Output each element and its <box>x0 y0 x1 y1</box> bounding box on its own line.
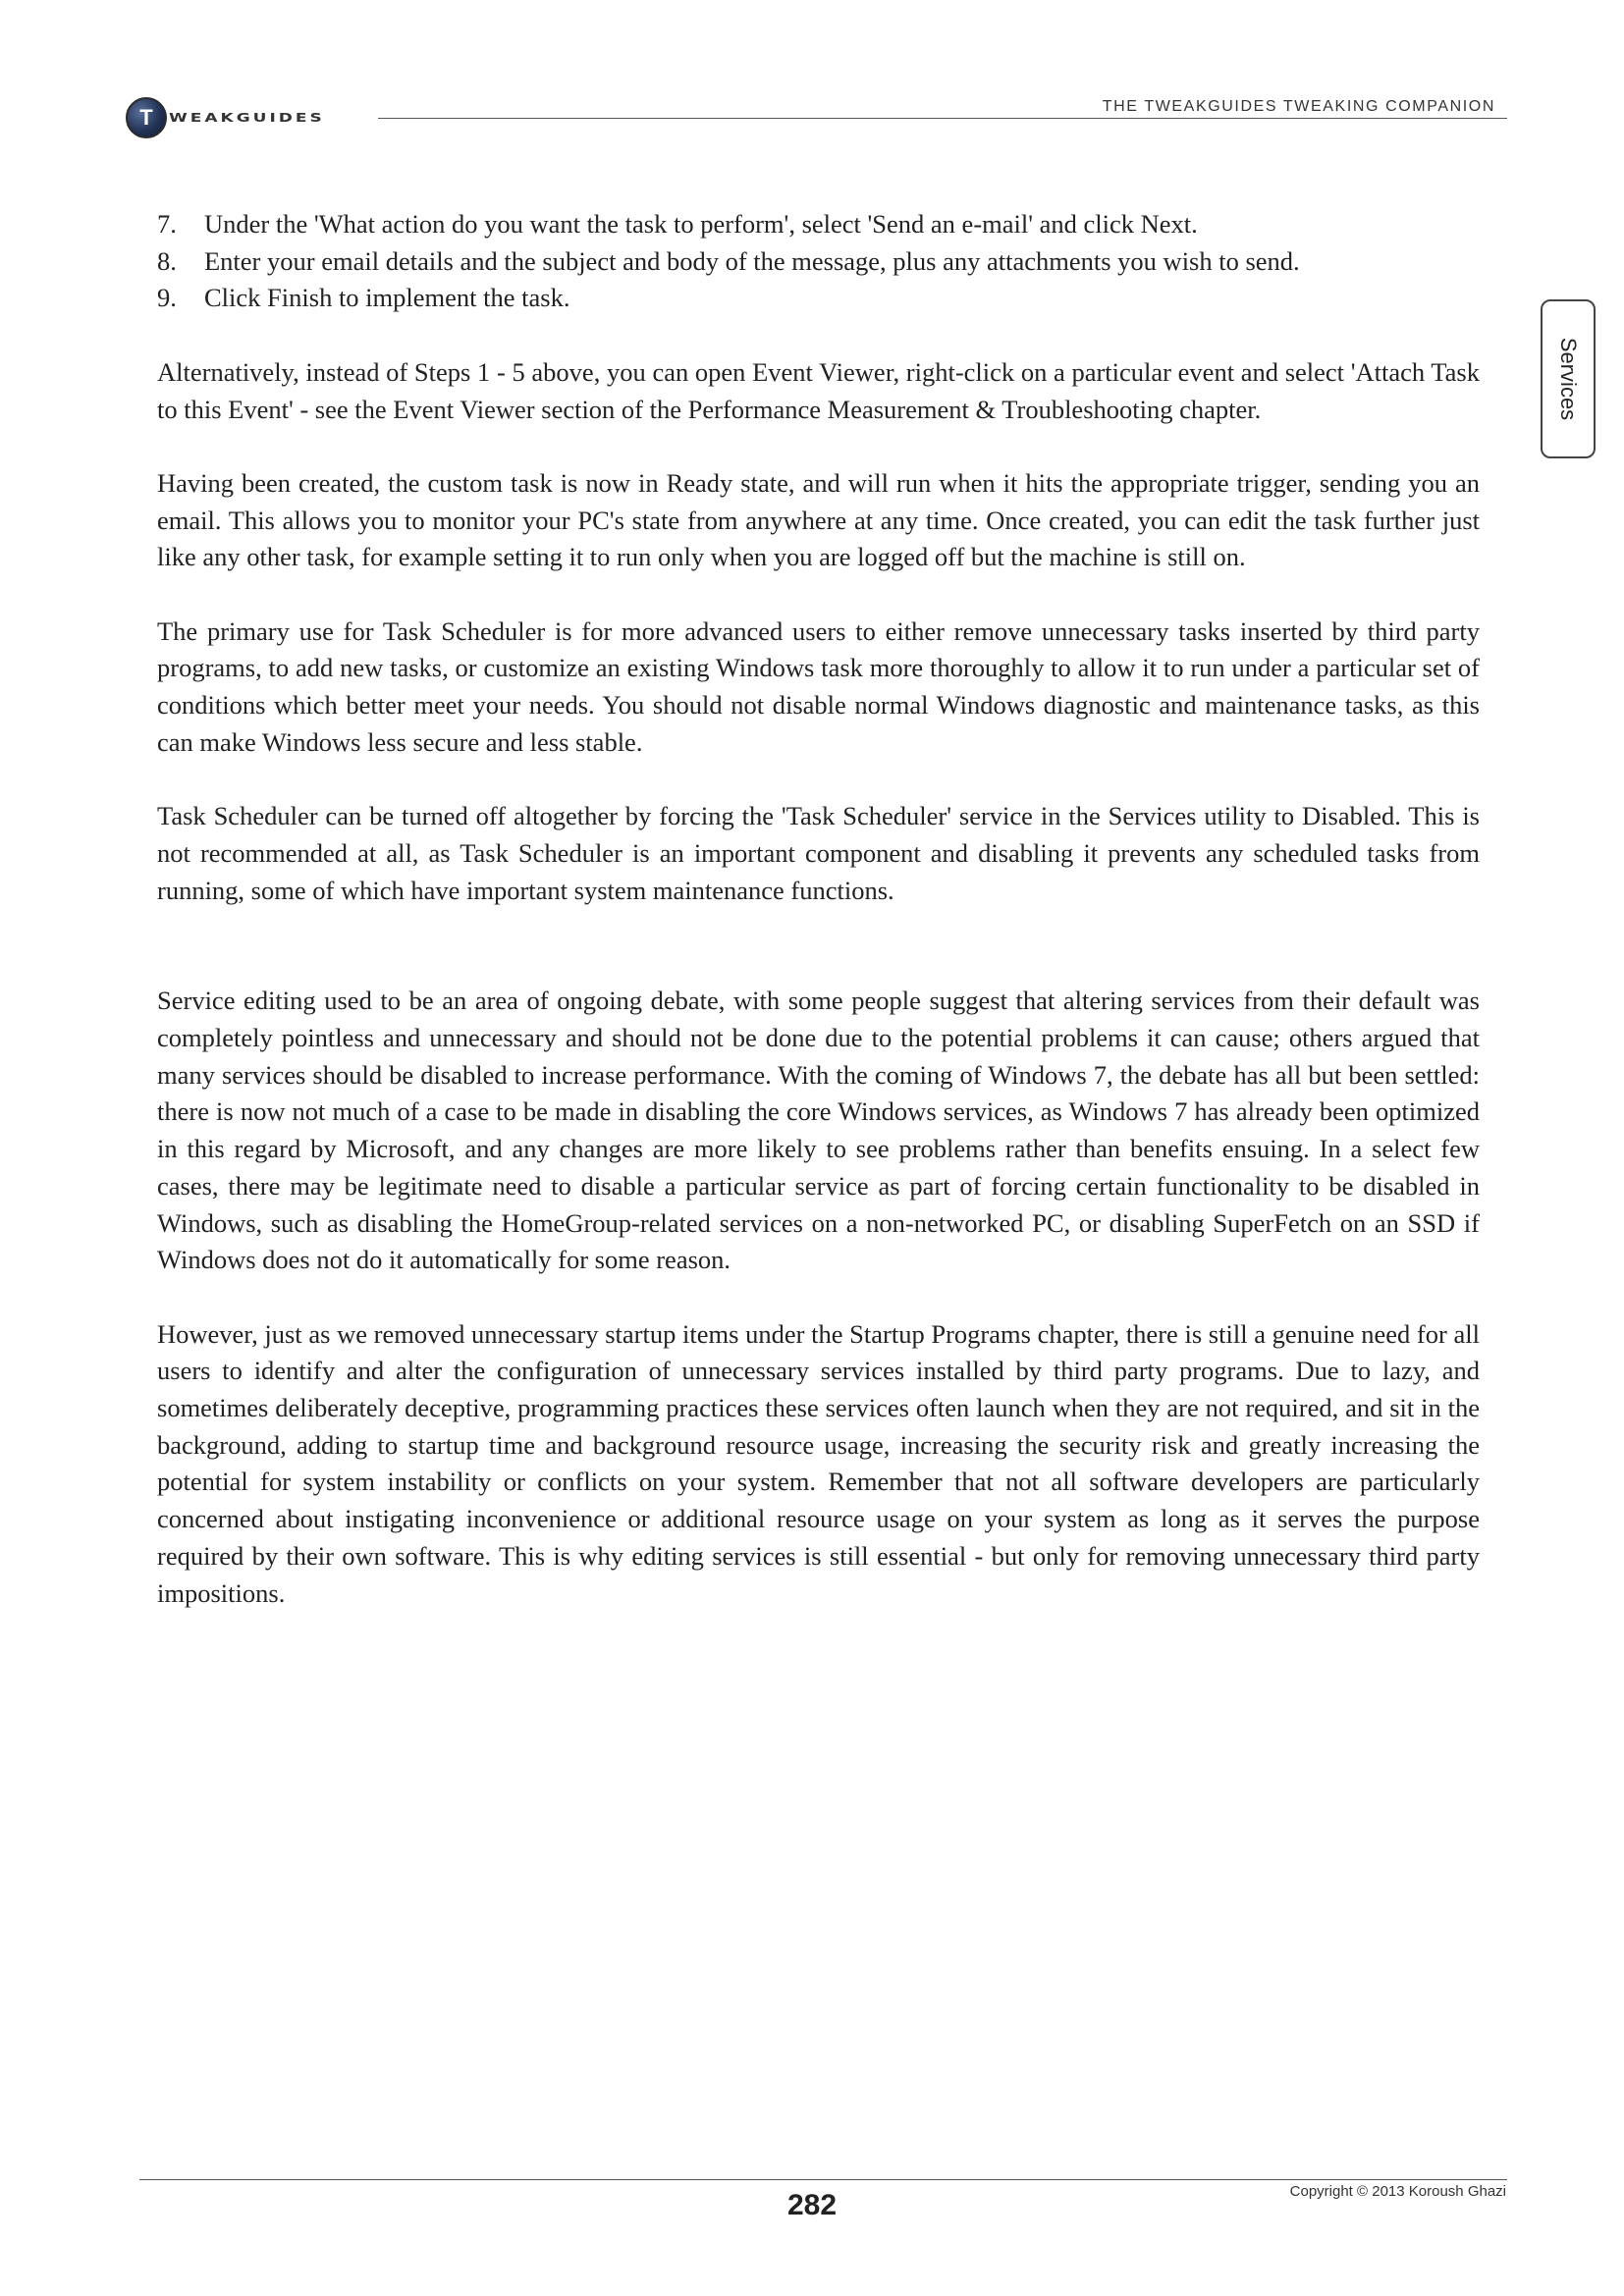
copyright-notice: Copyright © 2013 Koroush Ghazi <box>1289 2183 1506 2200</box>
header-divider <box>378 118 1507 119</box>
header-title: THE TWEAKGUIDES TWEAKING COMPANION <box>1102 98 1495 115</box>
spacer <box>157 576 1480 614</box>
logo-wordmark: WEAKGUIDES <box>169 110 325 126</box>
list-item <box>157 206 1480 243</box>
step-text: Under the 'What action do you want the task to perform', select 'Send an e-mail' and click Next. <box>204 209 1198 239</box>
step-number: 9. <box>157 283 177 313</box>
step-text: Enter your email details and the subject and body of the message, plus any attachments you wish to send. <box>204 245 1300 276</box>
list-item <box>157 243 1480 281</box>
paragraph-ready-state: Having been created, the custom task is now in Ready state, and will run when it hits the appropriate trigger, sending you an email. This allows you to monitor your PC's state from anywhere at any time. Once created, you can edit the task further just like any other task, for example setting it to run only when you are logged off but the machine is still on. <box>157 467 1480 572</box>
step-number: 8. <box>157 245 177 276</box>
step-text: Click Finish to implement the task. <box>204 283 570 313</box>
page-content <box>157 206 1480 1612</box>
logo-emblem-icon: T <box>126 97 167 138</box>
list-item <box>157 280 1480 317</box>
section-side-tab <box>1541 299 1596 458</box>
spacer <box>157 317 1480 354</box>
side-tab-label: Services <box>1556 337 1581 421</box>
paragraph-primary-use: The primary use for Task Scheduler is for more advanced users to either remove unnecessary tasks inserted by third party programs, to add new tasks, or customize an existing Windows task more thoroughly to allow it to run under a particular set of conditions which better meet your needs. You should not disable normal Windows diagnostic and maintenance tasks, as this can make Windows less secure and less stable. <box>157 615 1480 757</box>
spacer <box>157 909 1480 983</box>
tweakguides-logo <box>126 96 325 139</box>
paragraph-event-viewer: Alternatively, instead of Steps 1 - 5 above, you can open Event Viewer, right-click on a particular event and select 'Attach Task to this Event' - see the Event Viewer section of the Performance Measurement & Troubleshooting chapter. <box>157 356 1480 424</box>
step-number: 7. <box>157 209 177 239</box>
steps-list <box>157 206 1480 317</box>
page-number: 282 <box>786 2189 838 2221</box>
spacer <box>157 428 1480 465</box>
paragraph-turn-off: Task Scheduler can be turned off altogether by forcing the 'Task Scheduler' service in the Services utility to Disabled. This is not recommended at all, as Task Scheduler is an important component and disabling it prevents any scheduled tasks from running, some of which have important system maintenance functions. <box>157 801 1480 905</box>
paragraph-service-editing: Service editing used to be an area of ongoing debate, with some people suggest that altering services from their default was completely pointless and unnecessary and should not be done due to the potential problems it can cause; others argued that many services should be disabled to increase performance. With the coming of Windows 7, the debate has all but been settled: there is now not much of a case to be made in disabling the core Windows services, as Windows 7 has already been optimized in this regard by Microsoft, and any changes are more likely to see problems rather than benefits ensuing. In a select few cases, there may be legitimate need to disable a particular service as part of forcing certain functionality to be disabled in Windows, such as disabling the HomeGroup-related services on a non-networked PC, or disabling SuperFetch on an SSD if Windows does not do it automatically for some reason. <box>157 986 1480 1275</box>
paragraph-third-party-services: However, just as we removed unnecessary startup items under the Startup Programs chapter, there is still a genuine need for all users to identify and alter the configuration of unnecessary services installed by third party programs. Due to lazy, and sometimes deliberately deceptive, programming practices these services often launch when they are not required, and sit in the background, adding to startup time and background resource usage, increasing the security risk and greatly increasing the potential for system instability or conflicts on your system. Remember that not all software developers are particularly concerned about instigating inconvenience or additional resource usage on your system as long as it serves the purpose required by their own software. This is why editing services is still essential - but only for removing unnecessary third party impositions. <box>157 1318 1480 1608</box>
spacer <box>157 762 1480 799</box>
page-header <box>118 88 1507 147</box>
footer-divider <box>139 2179 1507 2180</box>
spacer <box>157 1279 1480 1316</box>
